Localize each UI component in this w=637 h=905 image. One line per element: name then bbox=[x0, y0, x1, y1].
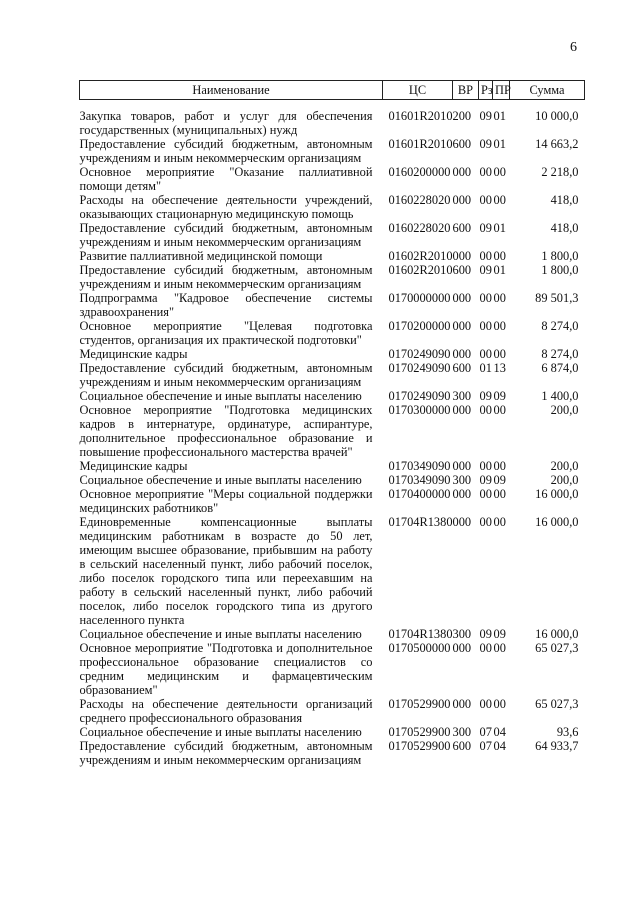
cell-rz: 09 bbox=[479, 627, 492, 641]
column-header-sum: Сумма bbox=[510, 81, 585, 100]
cell-vr: 300 bbox=[452, 473, 472, 487]
cell-rz: 01 bbox=[479, 361, 492, 375]
cell-rz: 00 bbox=[479, 249, 492, 263]
table-row bbox=[80, 361, 585, 389]
table-row bbox=[80, 473, 585, 487]
cell-pr: 13 bbox=[493, 361, 506, 375]
cell-vr: 000 bbox=[452, 165, 472, 179]
cell-pr: 00 bbox=[493, 319, 506, 333]
cell-sum: 200,0 bbox=[550, 459, 579, 473]
table-header-row bbox=[80, 81, 585, 100]
cell-name: Предоставление субсидий бюджетным, автономным учреждениям и иным некоммерческим организациям bbox=[79, 739, 373, 767]
cell-name: Социальное обеспечение и иные выплаты населению bbox=[79, 389, 362, 403]
cell-sum: 16 000,0 bbox=[535, 487, 579, 501]
cell-rz: 00 bbox=[479, 459, 492, 473]
cell-rz: 09 bbox=[479, 263, 492, 277]
cell-cs: 0170529900 bbox=[388, 725, 451, 739]
cell-pr: 00 bbox=[493, 487, 506, 501]
cell-cs: 0170400000 bbox=[388, 487, 451, 501]
cell-pr: 00 bbox=[493, 697, 506, 711]
cell-cs: 01601R2010 bbox=[388, 137, 453, 151]
cell-rz: 00 bbox=[479, 641, 492, 655]
table-row bbox=[80, 739, 585, 767]
cell-vr: 000 bbox=[452, 347, 472, 361]
cell-sum: 64 933,7 bbox=[535, 739, 579, 753]
cell-rz: 00 bbox=[479, 697, 492, 711]
cell-vr: 300 bbox=[452, 389, 472, 403]
cell-vr: 000 bbox=[452, 193, 472, 207]
table-row bbox=[80, 193, 585, 221]
cell-vr: 300 bbox=[452, 725, 472, 739]
cell-rz: 00 bbox=[479, 291, 492, 305]
cell-vr: 300 bbox=[452, 627, 472, 641]
table-row bbox=[80, 263, 585, 291]
cell-rz: 09 bbox=[479, 137, 492, 151]
cell-vr: 600 bbox=[452, 361, 472, 375]
table-row bbox=[80, 137, 585, 165]
cell-name: Основное мероприятие "Целевая подготовка студентов, организация их практической подготовки" bbox=[79, 319, 373, 347]
cell-cs: 0170349090 bbox=[388, 459, 451, 473]
table-body bbox=[80, 100, 585, 768]
cell-rz: 00 bbox=[479, 487, 492, 501]
cell-name: Основное мероприятие "Подготовка и дополнительное профессиональное образование специалистов со средним медицинским и фармацевтическим образованием" bbox=[79, 641, 373, 697]
table-row bbox=[80, 725, 585, 739]
cell-sum: 16 000,0 bbox=[535, 515, 579, 529]
cell-sum: 14 663,2 bbox=[535, 137, 579, 151]
cell-name: Предоставление субсидий бюджетным, автономным учреждениям и иным некоммерческим организациям bbox=[79, 361, 373, 389]
cell-vr: 000 bbox=[452, 291, 472, 305]
header-spacer bbox=[80, 100, 585, 110]
cell-name: Медицинские кадры bbox=[79, 459, 188, 473]
cell-vr: 000 bbox=[452, 641, 472, 655]
cell-name: Закупка товаров, работ и услуг для обеспечения государственных (муниципальных) нужд bbox=[79, 109, 373, 137]
cell-name: Социальное обеспечение и иные выплаты населению bbox=[79, 473, 362, 487]
cell-cs: 0170249090 bbox=[388, 347, 451, 361]
cell-pr: 09 bbox=[493, 389, 506, 403]
cell-cs: 01704R1380 bbox=[388, 627, 453, 641]
cell-pr: 01 bbox=[493, 221, 506, 235]
table-row bbox=[80, 487, 585, 515]
cell-pr: 01 bbox=[493, 137, 506, 151]
cell-sum: 6 874,0 bbox=[541, 361, 579, 375]
cell-rz: 09 bbox=[479, 473, 492, 487]
cell-sum: 8 274,0 bbox=[541, 347, 579, 361]
table-row bbox=[80, 627, 585, 641]
cell-name: Основное мероприятие "Меры социальной поддержки медицинских работников" bbox=[79, 487, 373, 515]
cell-pr: 00 bbox=[493, 291, 506, 305]
cell-vr: 000 bbox=[452, 487, 472, 501]
cell-vr: 600 bbox=[452, 739, 472, 753]
cell-pr: 00 bbox=[493, 515, 506, 529]
cell-sum: 65 027,3 bbox=[535, 641, 579, 655]
table-row bbox=[80, 697, 585, 725]
cell-pr: 00 bbox=[493, 165, 506, 179]
cell-sum: 10 000,0 bbox=[535, 109, 579, 123]
table-row bbox=[80, 389, 585, 403]
column-header-vr: ВР bbox=[453, 81, 479, 100]
table-row bbox=[80, 109, 585, 137]
table-row bbox=[80, 221, 585, 249]
cell-cs: 0170200000 bbox=[388, 319, 451, 333]
cell-name: Предоставление субсидий бюджетным, автономным учреждениям и иным некоммерческим организациям bbox=[79, 221, 373, 249]
cell-rz: 00 bbox=[479, 403, 492, 417]
cell-pr: 09 bbox=[493, 627, 506, 641]
cell-name: Подпрограмма "Кадровое обеспечение системы здравоохранения" bbox=[79, 291, 373, 319]
cell-pr: 00 bbox=[493, 347, 506, 361]
cell-pr: 04 bbox=[493, 739, 506, 753]
cell-vr: 600 bbox=[452, 137, 472, 151]
cell-name: Социальное обеспечение и иные выплаты населению bbox=[79, 627, 362, 641]
cell-name: Основное мероприятие "Подготовка медицинских кадров в интернатуре, ординатуре, аспирантуре, дополнительное профессиональное образование и повышение профессионального мастерства врачей" bbox=[79, 403, 373, 459]
table-row bbox=[80, 291, 585, 319]
cell-pr: 00 bbox=[493, 193, 506, 207]
cell-sum: 8 274,0 bbox=[541, 319, 579, 333]
cell-sum: 1 400,0 bbox=[541, 389, 579, 403]
cell-rz: 09 bbox=[479, 389, 492, 403]
cell-vr: 000 bbox=[452, 515, 472, 529]
cell-rz: 09 bbox=[479, 221, 492, 235]
cell-pr: 00 bbox=[493, 459, 506, 473]
cell-name: Развитие паллиативной медицинской помощи bbox=[79, 249, 323, 263]
cell-sum: 93,6 bbox=[556, 725, 579, 739]
column-header-rz: Рз bbox=[479, 81, 493, 100]
cell-vr: 200 bbox=[452, 109, 472, 123]
cell-sum: 16 000,0 bbox=[535, 627, 579, 641]
cell-cs: 0170349090 bbox=[388, 473, 451, 487]
cell-cs: 0160228020 bbox=[388, 221, 451, 235]
cell-rz: 07 bbox=[479, 739, 492, 753]
cell-vr: 000 bbox=[452, 403, 472, 417]
cell-vr: 600 bbox=[452, 263, 472, 277]
cell-cs: 0170300000 bbox=[388, 403, 451, 417]
cell-rz: 07 bbox=[479, 725, 492, 739]
table-row bbox=[80, 165, 585, 193]
table-row bbox=[80, 249, 585, 263]
cell-cs: 0170529900 bbox=[388, 697, 451, 711]
table-row bbox=[80, 347, 585, 361]
cell-name: Предоставление субсидий бюджетным, автономным учреждениям и иным некоммерческим организациям bbox=[79, 137, 373, 165]
cell-sum: 418,0 bbox=[550, 221, 579, 235]
cell-pr: 00 bbox=[493, 641, 506, 655]
table-row bbox=[80, 319, 585, 347]
cell-name: Медицинские кадры bbox=[79, 347, 188, 361]
cell-cs: 0170249090 bbox=[388, 389, 451, 403]
cell-sum: 65 027,3 bbox=[535, 697, 579, 711]
cell-name: Единовременные компенсационные выплаты медицинским работникам в возрасте до 50 лет, имеющим высшее образование, прибывшим на работу в сельский населенный пункт, либо рабочий поселок, либо поселок городского типа или переехавшим на работу в сельский населенный пункт, либо рабочий поселок, либо поселок городского типа из другого населенного пункта bbox=[79, 515, 373, 627]
cell-sum: 2 218,0 bbox=[541, 165, 579, 179]
cell-cs: 01601R2010 bbox=[388, 109, 453, 123]
page-number: 6 bbox=[570, 40, 577, 55]
cell-cs: 0170000000 bbox=[388, 291, 451, 305]
column-header-name: Наименование bbox=[80, 81, 383, 100]
cell-vr: 000 bbox=[452, 459, 472, 473]
cell-cs: 0170529900 bbox=[388, 739, 451, 753]
cell-cs: 01704R1380 bbox=[388, 515, 453, 529]
column-header-pr: ПР bbox=[493, 81, 510, 100]
cell-rz: 00 bbox=[479, 193, 492, 207]
cell-cs: 0160228020 bbox=[388, 193, 451, 207]
cell-vr: 000 bbox=[452, 697, 472, 711]
cell-cs: 0170249090 bbox=[388, 361, 451, 375]
table-row bbox=[80, 403, 585, 459]
cell-name: Основное мероприятие "Оказание паллиативной помощи детям" bbox=[79, 165, 373, 193]
cell-sum: 1 800,0 bbox=[541, 249, 579, 263]
cell-cs: 01602R2010 bbox=[388, 249, 453, 263]
cell-cs: 01602R2010 bbox=[388, 263, 453, 277]
cell-vr: 000 bbox=[452, 249, 472, 263]
table-row bbox=[80, 515, 585, 627]
cell-cs: 0160200000 bbox=[388, 165, 451, 179]
cell-sum: 418,0 bbox=[550, 193, 579, 207]
column-header-cs: ЦС bbox=[383, 81, 453, 100]
cell-pr: 01 bbox=[493, 109, 506, 123]
cell-pr: 00 bbox=[493, 403, 506, 417]
cell-cs: 0170500000 bbox=[388, 641, 451, 655]
cell-sum: 200,0 bbox=[550, 403, 579, 417]
cell-rz: 09 bbox=[479, 109, 492, 123]
cell-name: Предоставление субсидий бюджетным, автономным учреждениям и иным некоммерческим организациям bbox=[79, 263, 373, 291]
cell-name: Расходы на обеспечение деятельности организаций среднего профессионального образования bbox=[79, 697, 373, 725]
table-row bbox=[80, 459, 585, 473]
cell-name: Социальное обеспечение и иные выплаты населению bbox=[79, 725, 362, 739]
cell-pr: 09 bbox=[493, 473, 506, 487]
cell-vr: 600 bbox=[452, 221, 472, 235]
cell-sum: 1 800,0 bbox=[541, 263, 579, 277]
cell-rz: 00 bbox=[479, 165, 492, 179]
cell-pr: 00 bbox=[493, 249, 506, 263]
cell-rz: 00 bbox=[479, 319, 492, 333]
cell-name: Расходы на обеспечение деятельности учреждений, оказывающих стационарную медицинскую помощь bbox=[79, 193, 373, 221]
cell-pr: 04 bbox=[493, 725, 506, 739]
cell-sum: 200,0 bbox=[550, 473, 579, 487]
cell-pr: 01 bbox=[493, 263, 506, 277]
table-row bbox=[80, 641, 585, 697]
budget-table bbox=[79, 80, 585, 767]
cell-sum: 89 501,3 bbox=[535, 291, 579, 305]
cell-rz: 00 bbox=[479, 347, 492, 361]
cell-rz: 00 bbox=[479, 515, 492, 529]
cell-vr: 000 bbox=[452, 319, 472, 333]
